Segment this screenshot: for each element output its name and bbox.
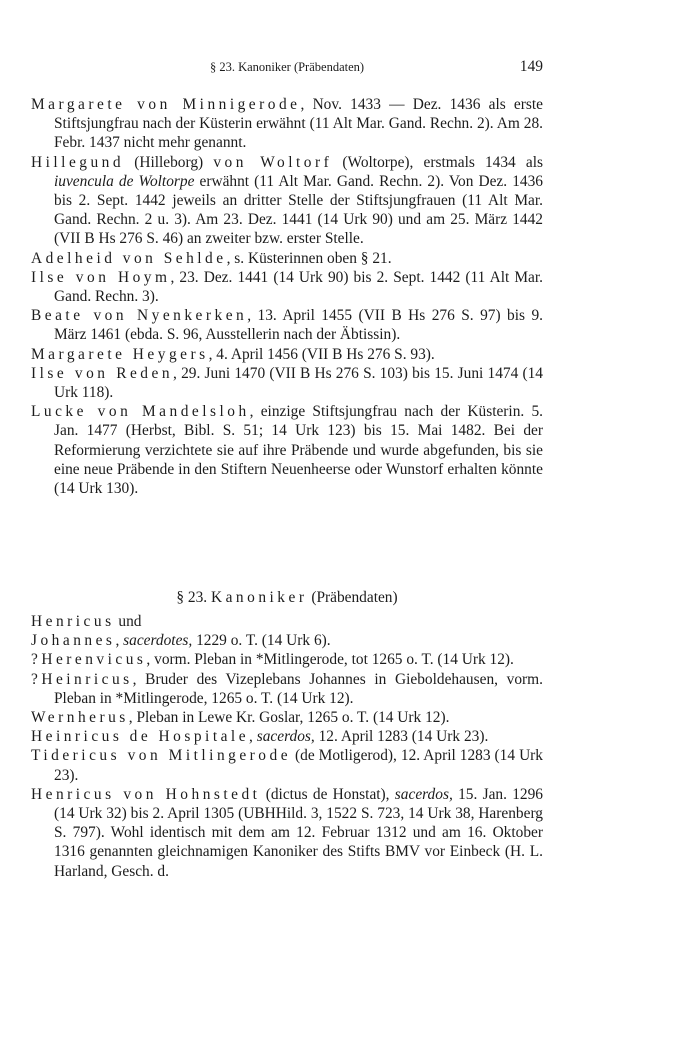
register-entry xyxy=(31,670,543,708)
person-name: ?Herenvicus xyxy=(31,651,147,669)
register-entry xyxy=(31,95,543,153)
entry-text: , einzige Stiftsjungfrau nach der Küsterin. 5. Jan. 1477 (Herbst, Bibl. S. 51; 14 Urk 123) bis 15. Mai 1482. Bei der Reformierung verzichtete sie auf ihre Präbende und wurde abgefunden, bis sie eine neue Präbende in den Stiftern Neuenheerse oder Wunstorf erhalten könnte (14 Urk 130). xyxy=(54,403,544,498)
person-name: Adelheid von Sehlde xyxy=(31,249,227,267)
person-name: Margarete Heygers xyxy=(31,345,209,363)
latin-term: sacerdotes, xyxy=(123,632,193,650)
latin-term: sacerdos, xyxy=(394,785,453,803)
entry-text: (dictus de Honstat), xyxy=(260,785,395,803)
entry-text: , 13. April 1455 (VII B Hs 276 S. 97) bis 9. März 1461 (ebda. S. 96, Ausstellerin nach der Äbtissin). xyxy=(54,307,544,344)
register-entry xyxy=(31,345,543,364)
person-name: Ilse von Hoym xyxy=(31,268,171,286)
register-entry xyxy=(31,785,543,881)
section-heading xyxy=(31,588,543,607)
section-paren: (Präbendaten) xyxy=(311,589,398,606)
entry-text: , Pleban in Lewe Kr. Goslar, 1265 o. T. (14 Urk 12). xyxy=(128,709,450,727)
entry-text: , s. Küsterinnen oben § 21. xyxy=(226,249,392,267)
register-entry xyxy=(31,364,543,402)
person-name: Hillegund xyxy=(31,153,125,171)
entry-text: 1229 o. T. (14 Urk 6). xyxy=(192,632,331,650)
page-number: 149 xyxy=(519,58,543,75)
register-entry xyxy=(31,727,543,746)
person-name: Wernherus xyxy=(31,709,129,727)
entry-text: 15. Jan. 1296 (14 Urk 32) bis 2. April 1305 (UBHHild. 3, 1522 S. 723, 14 Urk 38, Harenberg S. 797). Wohl identisch mit dem am 12. Februar 1312 und am 16. Oktober 1316 genannten gleichnamigen Kanoniker des Stifts BMV vor Einbeck (H. L. Harland, Gesch. d. xyxy=(54,785,543,880)
person-name: Henricus von Hohnstedt xyxy=(31,785,261,803)
person-name: Beate von Nyenkerken xyxy=(31,307,248,325)
register-entry xyxy=(31,631,543,650)
register-list-stiftsjungfrauen xyxy=(31,95,543,498)
person-name: Henricus xyxy=(31,613,115,630)
person-name: von Woltorf xyxy=(213,153,333,171)
register-entry xyxy=(31,650,543,669)
entry-text: erwähnt (11 Alt Mar. Gand. Rechn. 2). Von Dez. 1436 bis 2. Sept. 1442 jeweils an dritter Stelle der Stiftsjungfrauen (11 Alt Mar. Gand. Rechn. 2 u. 3). Am 23. Dez. 1441 (14 Urk 90) und am 25. März 1442 (VII B Hs 276 S. 46) an zweiter bzw. erster Stelle. xyxy=(54,172,543,248)
person-name: Heinricus de Hospitale xyxy=(31,728,250,746)
person-name: Ilse von Reden xyxy=(31,364,174,382)
register-entry xyxy=(31,153,543,249)
entry-text: , Bruder des Vizeplebans Johannes in Gieboldehausen, vorm. Pleban in *Mitlingerode, 1265 o. T. (14 Urk 12). xyxy=(54,670,543,707)
entry-text: , xyxy=(249,728,257,746)
entry-text: und xyxy=(114,613,142,630)
entry-text: , 23. Dez. 1441 (14 Urk 90) bis 2. Sept. 1442 (11 Alt Mar. Gand. Rechn. 3). xyxy=(54,268,543,306)
entry-text: 12. April 1283 (14 Urk 23). xyxy=(314,728,489,746)
person-name: Tidericus von Mitlingerode xyxy=(31,747,292,765)
register-entry xyxy=(31,268,543,306)
running-head xyxy=(31,58,543,78)
entry-text: , xyxy=(115,632,124,650)
person-name: ?Heinricus xyxy=(31,670,133,688)
section-heading-block xyxy=(31,588,543,607)
latin-term: iuvencula de Woltorpe xyxy=(54,172,195,190)
person-name: Lucke von Mandelsloh xyxy=(31,403,250,421)
entry-text: , Nov. 1433 — Dez. 1436 als erste Stiftsjungfrau nach der Küsterin erwähnt (11 Alt Mar. Gand. Rechn. 2). Am 28. Febr. 1437 nicht mehr genannt. xyxy=(54,96,543,152)
register-entry xyxy=(31,708,543,727)
register-entry xyxy=(31,249,543,268)
section-name: Kanoniker xyxy=(210,589,308,606)
register-entry xyxy=(31,402,543,498)
entry-text: (Hilleborg) xyxy=(124,153,214,171)
section-number: § 23. xyxy=(176,589,208,606)
person-name: Margarete von Minnigerode xyxy=(31,96,301,113)
running-title: § 23. Kanoniker (Präbendaten) xyxy=(209,60,365,74)
latin-term: sacerdos, xyxy=(256,728,315,746)
register-list-kanoniker xyxy=(31,612,543,881)
person-name: Johannes xyxy=(31,632,116,650)
register-entry xyxy=(31,612,543,631)
register-entry xyxy=(31,746,543,784)
entry-text: (Woltorpe), erstmals 1434 als xyxy=(332,153,543,171)
entry-text: , vorm. Pleban in *Mitlingerode, tot 1265 o. T. (14 Urk 12). xyxy=(146,651,514,669)
register-entry xyxy=(31,306,543,344)
entry-text: , 4. April 1456 (VII B Hs 276 S. 93). xyxy=(208,345,435,363)
entry-text: , 29. Juni 1470 (VII B Hs 276 S. 103) bis 15. Juni 1474 (14 Urk 118). xyxy=(54,364,544,402)
entry-text: (de Motligerod), 12. April 1283 (14 Urk 23). xyxy=(54,747,544,784)
